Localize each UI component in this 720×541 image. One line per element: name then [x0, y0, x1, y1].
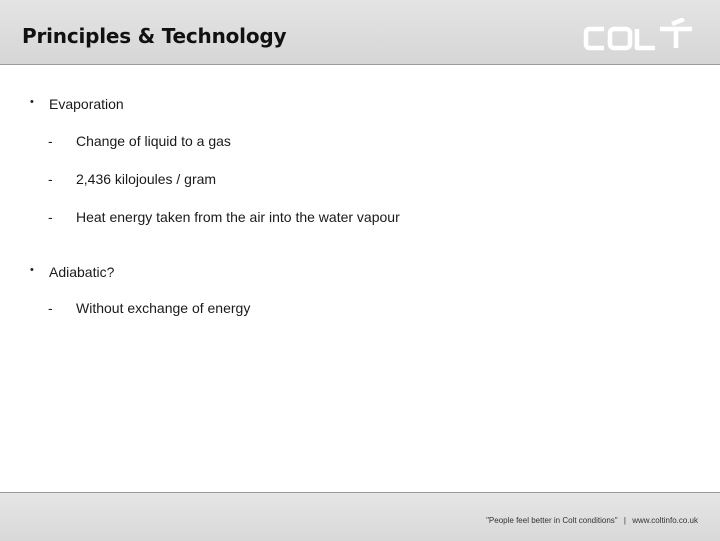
sub-bullet-marker: -	[48, 133, 53, 149]
footer-text	[486, 516, 698, 525]
footer-website-link[interactable]: www.coltinfo.co.uk	[632, 516, 698, 525]
sub-bullet-text: 2,436 kilojoules / gram	[76, 171, 217, 187]
slide-footer	[0, 492, 720, 541]
sub-bullet-item	[0, 300, 720, 320]
sub-bullet-marker: -	[48, 300, 53, 316]
slide-header	[0, 0, 720, 65]
bullet-item	[0, 96, 720, 116]
sub-bullet-text: Change of liquid to a gas	[76, 133, 231, 149]
sub-bullet-marker: -	[48, 171, 53, 187]
colt-logo	[580, 18, 700, 54]
footer-separator: |	[623, 516, 626, 525]
sub-bullet-text: Without exchange of energy	[76, 300, 251, 316]
sub-bullet-marker: -	[48, 209, 53, 225]
bullet-marker: •	[30, 96, 34, 108]
sub-bullet-item	[0, 171, 720, 191]
sub-bullet-text: Heat energy taken from the air into the water vapour	[76, 209, 400, 225]
bullet-item	[0, 264, 720, 284]
bullet-marker: •	[30, 264, 34, 276]
sub-bullet-item	[0, 133, 720, 153]
bullet-text: Evaporation	[49, 96, 124, 112]
slide-body	[0, 64, 720, 492]
bullet-text: Adiabatic?	[49, 264, 115, 280]
footer-tagline: "People feel better in Colt conditions"	[486, 516, 618, 525]
slide-title: Principles & Technology	[22, 24, 287, 48]
sub-bullet-item	[0, 209, 720, 229]
